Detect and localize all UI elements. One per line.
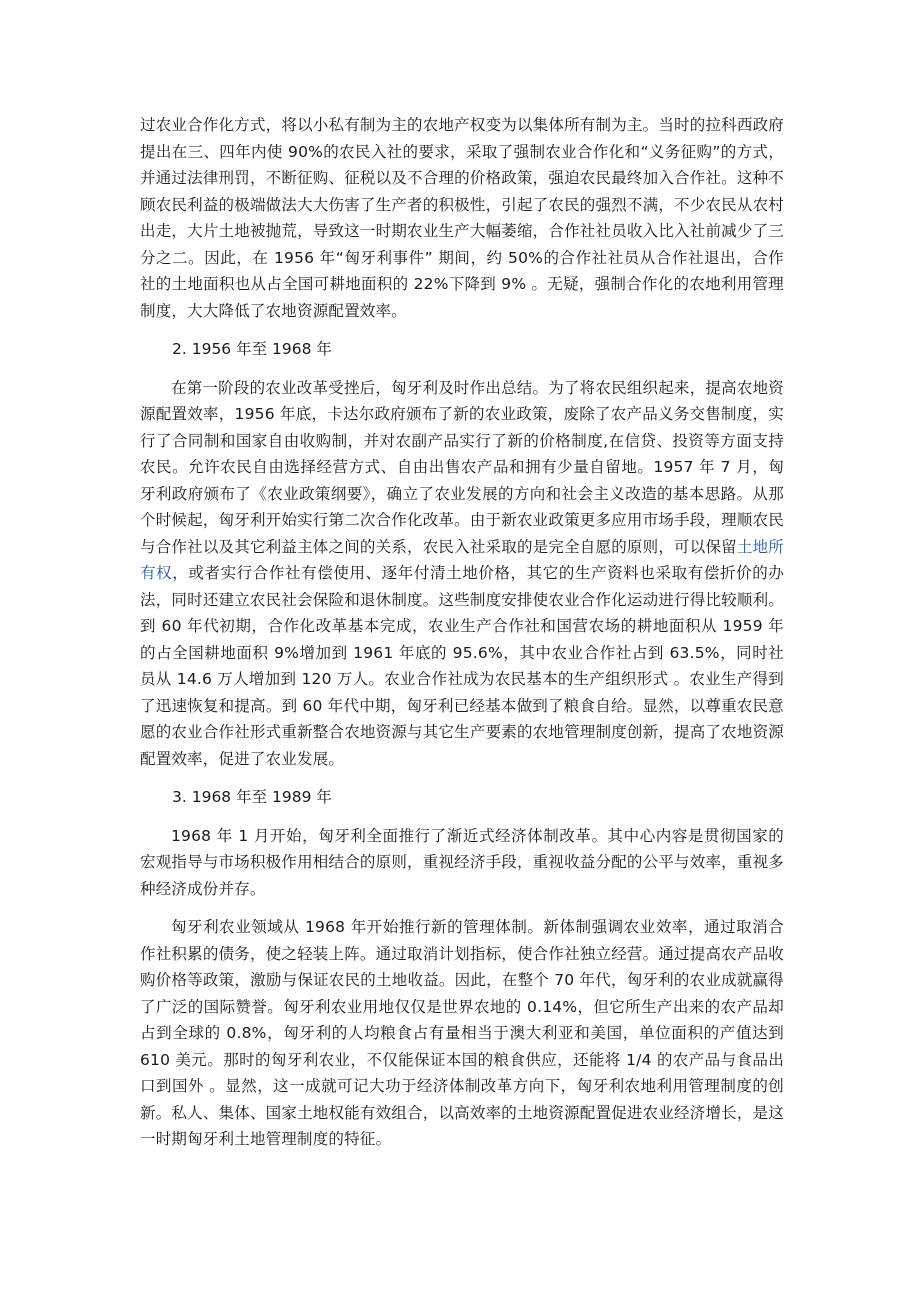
paragraph-3: 1968 年 1 月开始，匈牙利全面推行了渐近式经济体制改革。其中心内容是贯彻国家的宏观指导与市场积极作用相结合的原则，重视经济手段，重视收益分配的公平与效率，重视多种经济成份并存。 [140, 826, 784, 898]
document-body [140, 112, 784, 1165]
paragraph-2 [140, 375, 784, 773]
land-ownership-link[interactable]: 土地所有权 [140, 537, 784, 582]
section-heading-3: 3. 1968 年至 1989 年 [172, 788, 332, 806]
paragraph-1: 过农业合作化方式，将以小私有制为主的农地产权变为以集体所有制为主。当时的拉科西政府提出在三、四年内使 90%的农民入社的要求，采取了强制农业合作化和“义务征购”的方式，并通过法律刑罚，不断征购、征税以及不合理的价格政策，强迫农民最终加入合作社。这种不顾农民利益的极端做法大大伤害了生产者的积极性，引起了农民的强烈不满，不少农民从农村出走，大片土地被抛荒，导致这一时期农业生产大幅萎缩，合作社社员收入比入社前减少了三分之二。因此，在 1956 年“匈牙利事件” 期间，约 50%的合作社社员从合作社退出，合作社的土地面积也从占全国可耕地面积的 22%下降到 9% 。无疑，强制合作化的农地利用管理制度，大大降低了农地资源配置效率。 [140, 116, 784, 320]
paragraph-4: 匈牙利农业领域从 1968 年开始推行新的管理体制。新体制强调农业效率，通过取消合作社积累的债务，使之轻装上阵。通过取消计划指标，使合作社独立经营。通过提高农产品收购价格等政策，激励与保证农民的土地收益。因此，在整个 70 年代，匈牙利的农业成就赢得了广泛的国际赞誉。匈牙利农业用地仅仅是世界农地的 0.14%，但它所生产出来的农产品却占到全球的 0.8%，匈牙利的人均粮食占有量相当于澳大利亚和美国，单位面积的产值达到 610 美元。那时的匈牙利农业，不仅能保证本国的粮食供应，还能将 1/4 的农产品与食品出口到国外 。显然，这一成就可记大功于经济体制改革方向下，匈牙利农地利用管理制度的创新。私人、集体、国家土地权能有效组合，以高效率的土地资源配置促进农业经济增长，是这一时期匈牙利土地管理制度的特征。 [140, 918, 784, 1148]
section-heading-2: 2. 1956 年至 1968 年 [172, 340, 332, 358]
paragraph-2-text-b: ，或者实行合作社有偿使用、逐年付清土地价格，其它的生产资料也采取有偿折价的办法，同时还建立农民社会保险和退休制度。这些制度安排使农业合作化运动进行得比较顺利。到 60 年代初期，合作化改革基本完成，农业生产合作社和国营农场的耕地面积从 1959 年的占全国耕地面积 9%增加到 1961 年底的 95.6%，其中农业合作社占到 63.5%，同时社员从 14.6 万人增加到 120 万人。农业合作社成为农民基本的生产组织形式 。农业生产得到了迅速恢复和提高。到 60 年代中期，匈牙利已经基本做到了粮食自给。显然，以尊重农民意愿的农业合作社形式重新整合农地资源与其它生产要素的农地管理制度创新，提高了农地资源配置效率，促进了农业发展。 [140, 564, 785, 768]
paragraph-2-text-a: 在第一阶段的农业改革受挫后，匈牙利及时作出总结。为了将农民组织起来，提高农地资源配置效率，1956 年底，卡达尔政府颁布了新的农业政策，废除了农产品义务交售制度，实行了合同制和国家自由收购制，并对农副产品实行了新的价格制度,在信贷、投资等方面支持农民。允许农民自由选择经营方式、自由出售农产品和拥有少量自留地。1957 年 7 月，匈牙利政府颁布了《农业政策纲要》，确立了农业发展的方向和社会主义改造的基本思路。从那个时候起，匈牙利开始实行第二次合作化改革。由于新农业政策更多应用市场手段，理顺农民与合作社以及其它利益主体之间的关系，农民入社采取的是完全自愿的原则，可以保留 [140, 378, 784, 556]
